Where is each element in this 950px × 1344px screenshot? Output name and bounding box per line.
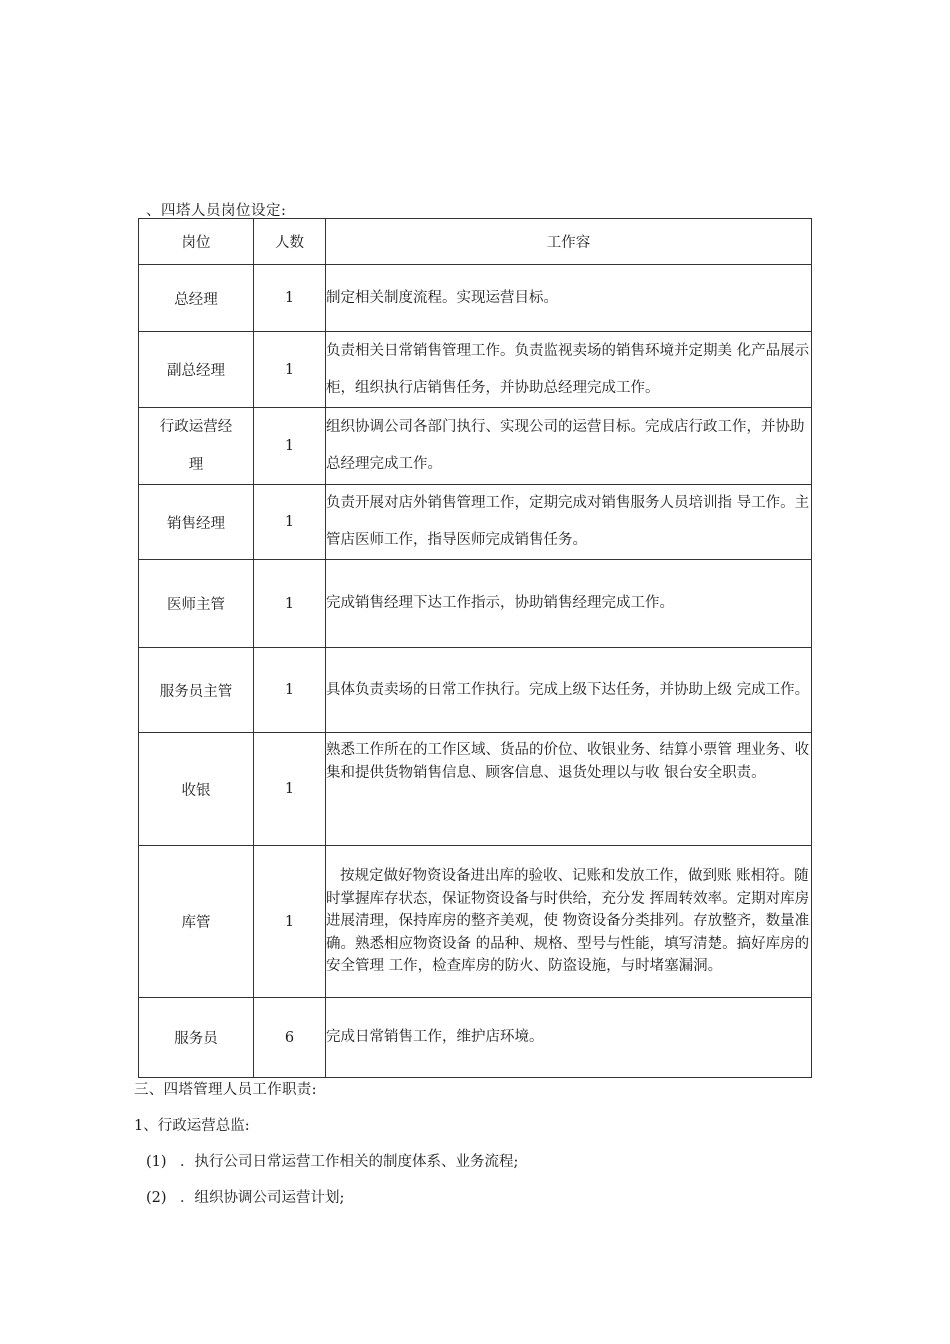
table-row <box>139 998 812 1078</box>
row-duties: 制定相关制度流程。实现运营目标。 <box>326 265 812 332</box>
list-item-number: (2) <box>146 1190 167 1206</box>
subsection-heading: 1、行政运营总监: <box>134 1118 250 1134</box>
row-count: 1 <box>254 648 326 733</box>
row-duties: 组织协调公司各部门执行、实现公司的运营目标。完成店行政工作，并协助总经理完成工作。 <box>326 408 812 485</box>
list-item-number: (1) <box>146 1154 167 1170</box>
row-position: 库管 <box>139 846 254 998</box>
table-header-row <box>139 219 812 265</box>
row-position: 行政运营经理 <box>139 408 254 485</box>
table-row <box>139 485 812 560</box>
table-row <box>139 265 812 332</box>
row-position: 服务员主管 <box>139 648 254 733</box>
section-heading: 三、四塔管理人员工作职责: <box>134 1082 317 1098</box>
row-duties: 完成销售经理下达工作指示，协助销售经理完成工作。 <box>326 560 812 648</box>
table-row <box>139 733 812 846</box>
row-count: 1 <box>254 485 326 560</box>
table-row <box>139 332 812 408</box>
table-row <box>139 846 812 998</box>
row-position: 总经理 <box>139 265 254 332</box>
row-count: 1 <box>254 560 326 648</box>
table-row <box>139 560 812 648</box>
row-position: 医师主管 <box>139 560 254 648</box>
row-count: 1 <box>254 733 326 846</box>
row-duties: 具体负责卖场的日常工作执行。完成上级下达任务，并协助上级 完成工作。 <box>326 648 812 733</box>
row-count: 6 <box>254 998 326 1078</box>
row-duties: 负责开展对店外销售管理工作，定期完成对销售服务人员培训指 导工作。主管店医师工作，指导医师完成销售任务。 <box>326 485 812 560</box>
row-duties: 按规定做好物资设备进出库的验收、记账和发放工作，做到账 账相符。随时掌握库存状态，保证物资设备与时供给，充分发 挥周转效率。定期对库房进展清理，保持库房的整齐美观，使 物资设备分类排列。存放整齐，数量准确。熟悉相应物资设备 的品种、规格、型号与性能，填写清楚。搞好库房的安全管理 工作，检查库房的防火、防盗设施，与时堵塞漏洞。 <box>326 846 812 998</box>
list-item <box>146 1186 344 1207</box>
row-duties: 负责相关日常销售管理工作。负责监视卖场的销售环境并定期美 化产品展示柜，组织执行店销售任务，并协助总经理完成工作。 <box>326 332 812 408</box>
row-duties: 熟悉工作所在的工作区域、货品的价位、收银业务、结算小票管 理业务、收集和提供货物销售信息、顾客信息、退货处理以与收 银台安全职责。 <box>326 733 812 846</box>
staffing-table <box>138 218 812 1078</box>
row-position: 销售经理 <box>139 485 254 560</box>
row-duties: 完成日常销售工作，维护店环境。 <box>326 998 812 1078</box>
row-position: 收银 <box>139 733 254 846</box>
header-duties: 工作容 <box>326 219 812 265</box>
section-title: 、四塔人员岗位设定: <box>146 203 287 219</box>
header-position: 岗位 <box>139 219 254 265</box>
list-item-text: ．执行公司日常运营工作相关的制度体系、业务流程; <box>180 1154 519 1170</box>
row-position: 副总经理 <box>139 332 254 408</box>
table-row <box>139 648 812 733</box>
row-count: 1 <box>254 332 326 408</box>
row-count: 1 <box>254 846 326 998</box>
list-item <box>146 1150 518 1171</box>
row-count: 1 <box>254 408 326 485</box>
row-count: 1 <box>254 265 326 332</box>
header-count: 人数 <box>254 219 326 265</box>
list-item-text: ．组织协调公司运营计划; <box>180 1190 345 1206</box>
row-position: 服务员 <box>139 998 254 1078</box>
table-row <box>139 408 812 485</box>
